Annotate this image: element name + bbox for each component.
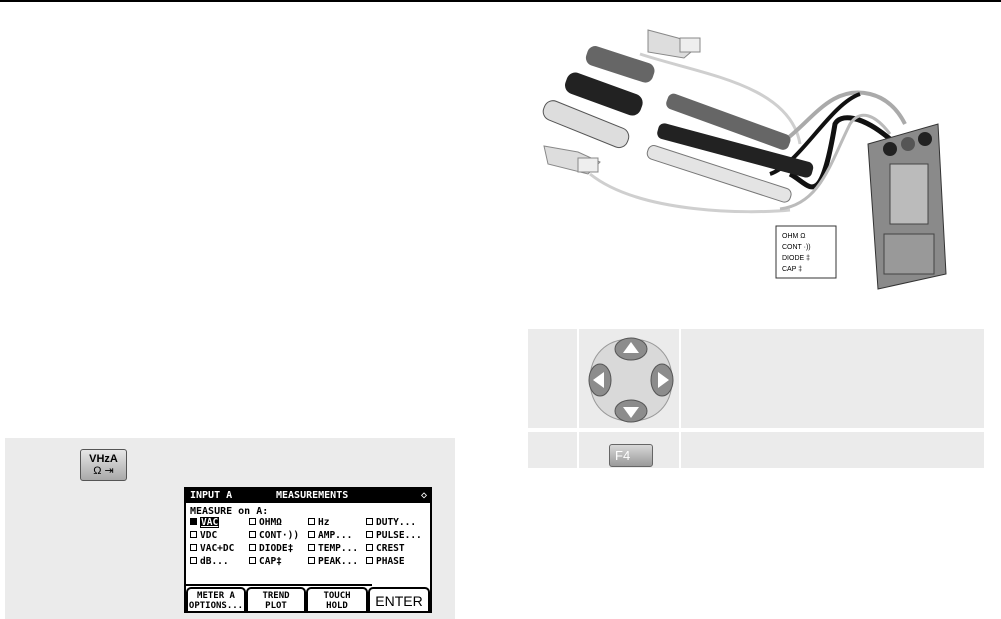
softkey-label-line2: HOLD <box>326 601 348 611</box>
measure-option-14[interactable] <box>308 556 358 567</box>
test-leads-illustration <box>530 14 990 294</box>
column-divider <box>577 329 579 468</box>
measure-option-1[interactable] <box>249 517 282 528</box>
measure-option-3[interactable] <box>366 517 416 528</box>
vhza-key-symbols: Ω ⇥ <box>93 465 114 477</box>
measure-option-label: VAC <box>201 517 219 528</box>
measure-option-label: VAC+DC <box>200 543 235 554</box>
display-input-label: INPUT A <box>190 490 233 501</box>
unchecked-box-icon <box>308 544 315 551</box>
vhza-key[interactable] <box>80 449 127 481</box>
measure-option-2[interactable] <box>308 517 329 528</box>
f4-key[interactable]: F4 <box>609 444 653 467</box>
measure-option-label: PEAK... <box>318 556 359 567</box>
unchecked-box-icon <box>308 531 315 538</box>
measure-option-label: PHASE <box>376 556 405 567</box>
header-rule <box>0 0 1001 2</box>
column-divider <box>679 329 681 468</box>
softkey-label-line1: TREND <box>262 591 290 601</box>
checked-box-icon <box>190 518 197 525</box>
measure-option-label: DIODE‡ <box>259 543 294 554</box>
measure-option-5[interactable] <box>249 530 299 541</box>
softkey-label-line2: PLOT <box>265 601 287 611</box>
softkey-label-line1: METER A <box>197 591 235 601</box>
measure-prompt: MEASURE on A: <box>190 506 269 517</box>
measure-option-8[interactable] <box>190 543 234 554</box>
display-divider <box>186 584 372 586</box>
unchecked-box-icon <box>249 557 256 564</box>
measure-option-label: AMP... <box>318 530 353 541</box>
measure-option-10[interactable] <box>308 543 358 554</box>
unchecked-box-icon <box>308 557 315 564</box>
measure-option-label: CAP‡ <box>259 556 282 567</box>
measure-option-label: VDC <box>200 530 218 541</box>
measure-option-12[interactable] <box>190 556 229 567</box>
measure-option-label: OHMΩ <box>259 517 282 528</box>
measure-option-label: DUTY... <box>376 517 417 528</box>
measure-option-label: PULSE... <box>376 530 422 541</box>
measure-option-label: TEMP... <box>318 543 359 554</box>
label-cont: CONT ·)) <box>782 244 811 251</box>
label-cap: CAP ‡ <box>782 266 803 273</box>
measure-option-label: CONT·)) <box>259 530 300 541</box>
unchecked-box-icon <box>366 557 373 564</box>
measure-option-7[interactable] <box>366 530 422 541</box>
measure-option-label: CREST <box>376 543 405 554</box>
unchecked-box-icon <box>190 544 197 551</box>
measure-option-13[interactable] <box>249 556 282 567</box>
arrow-keys-icon: ◇ <box>420 490 427 501</box>
measure-option-label: Hz <box>318 517 330 528</box>
arrow-keys-pad[interactable] <box>586 335 676 425</box>
softkey-trend[interactable] <box>246 587 306 611</box>
softkey-meter-a[interactable] <box>186 587 246 611</box>
instruction-row-f4 <box>528 432 984 468</box>
left-arrow-key[interactable] <box>589 364 611 396</box>
label-diode: DIODE ‡ <box>782 255 811 262</box>
unchecked-box-icon <box>366 531 373 538</box>
unchecked-box-icon <box>308 518 315 525</box>
unchecked-box-icon <box>366 544 373 551</box>
down-arrow-key[interactable] <box>615 400 647 422</box>
label-ohm: OHM Ω <box>782 233 806 240</box>
display-header <box>186 489 430 503</box>
right-arrow-key[interactable] <box>651 364 673 396</box>
measure-option-9[interactable] <box>249 543 293 554</box>
softkey-touch[interactable] <box>306 587 368 611</box>
vhza-key-label: VHzA <box>89 453 118 465</box>
measure-option-4[interactable] <box>190 530 217 541</box>
unchecked-box-icon <box>249 531 256 538</box>
measure-option-11[interactable] <box>366 543 405 554</box>
unchecked-box-icon <box>249 518 256 525</box>
softkey-label-line1: TOUCH <box>323 591 351 601</box>
softkey-label-line1: ENTER <box>375 593 423 609</box>
measure-option-label: dB... <box>200 556 229 567</box>
measure-option-6[interactable] <box>308 530 352 541</box>
softkey-bar <box>186 587 430 611</box>
softkey-enter[interactable] <box>368 587 430 611</box>
measure-option-0[interactable] <box>190 517 219 528</box>
unchecked-box-icon <box>249 544 256 551</box>
measure-option-15[interactable] <box>366 556 405 567</box>
meter-display <box>184 487 432 613</box>
display-title: MEASUREMENTS <box>276 490 349 501</box>
unchecked-box-icon <box>190 531 197 538</box>
softkey-label-line2: OPTIONS... <box>188 601 244 611</box>
unchecked-box-icon <box>190 557 197 564</box>
up-arrow-key[interactable] <box>615 338 647 360</box>
unchecked-box-icon <box>366 518 373 525</box>
